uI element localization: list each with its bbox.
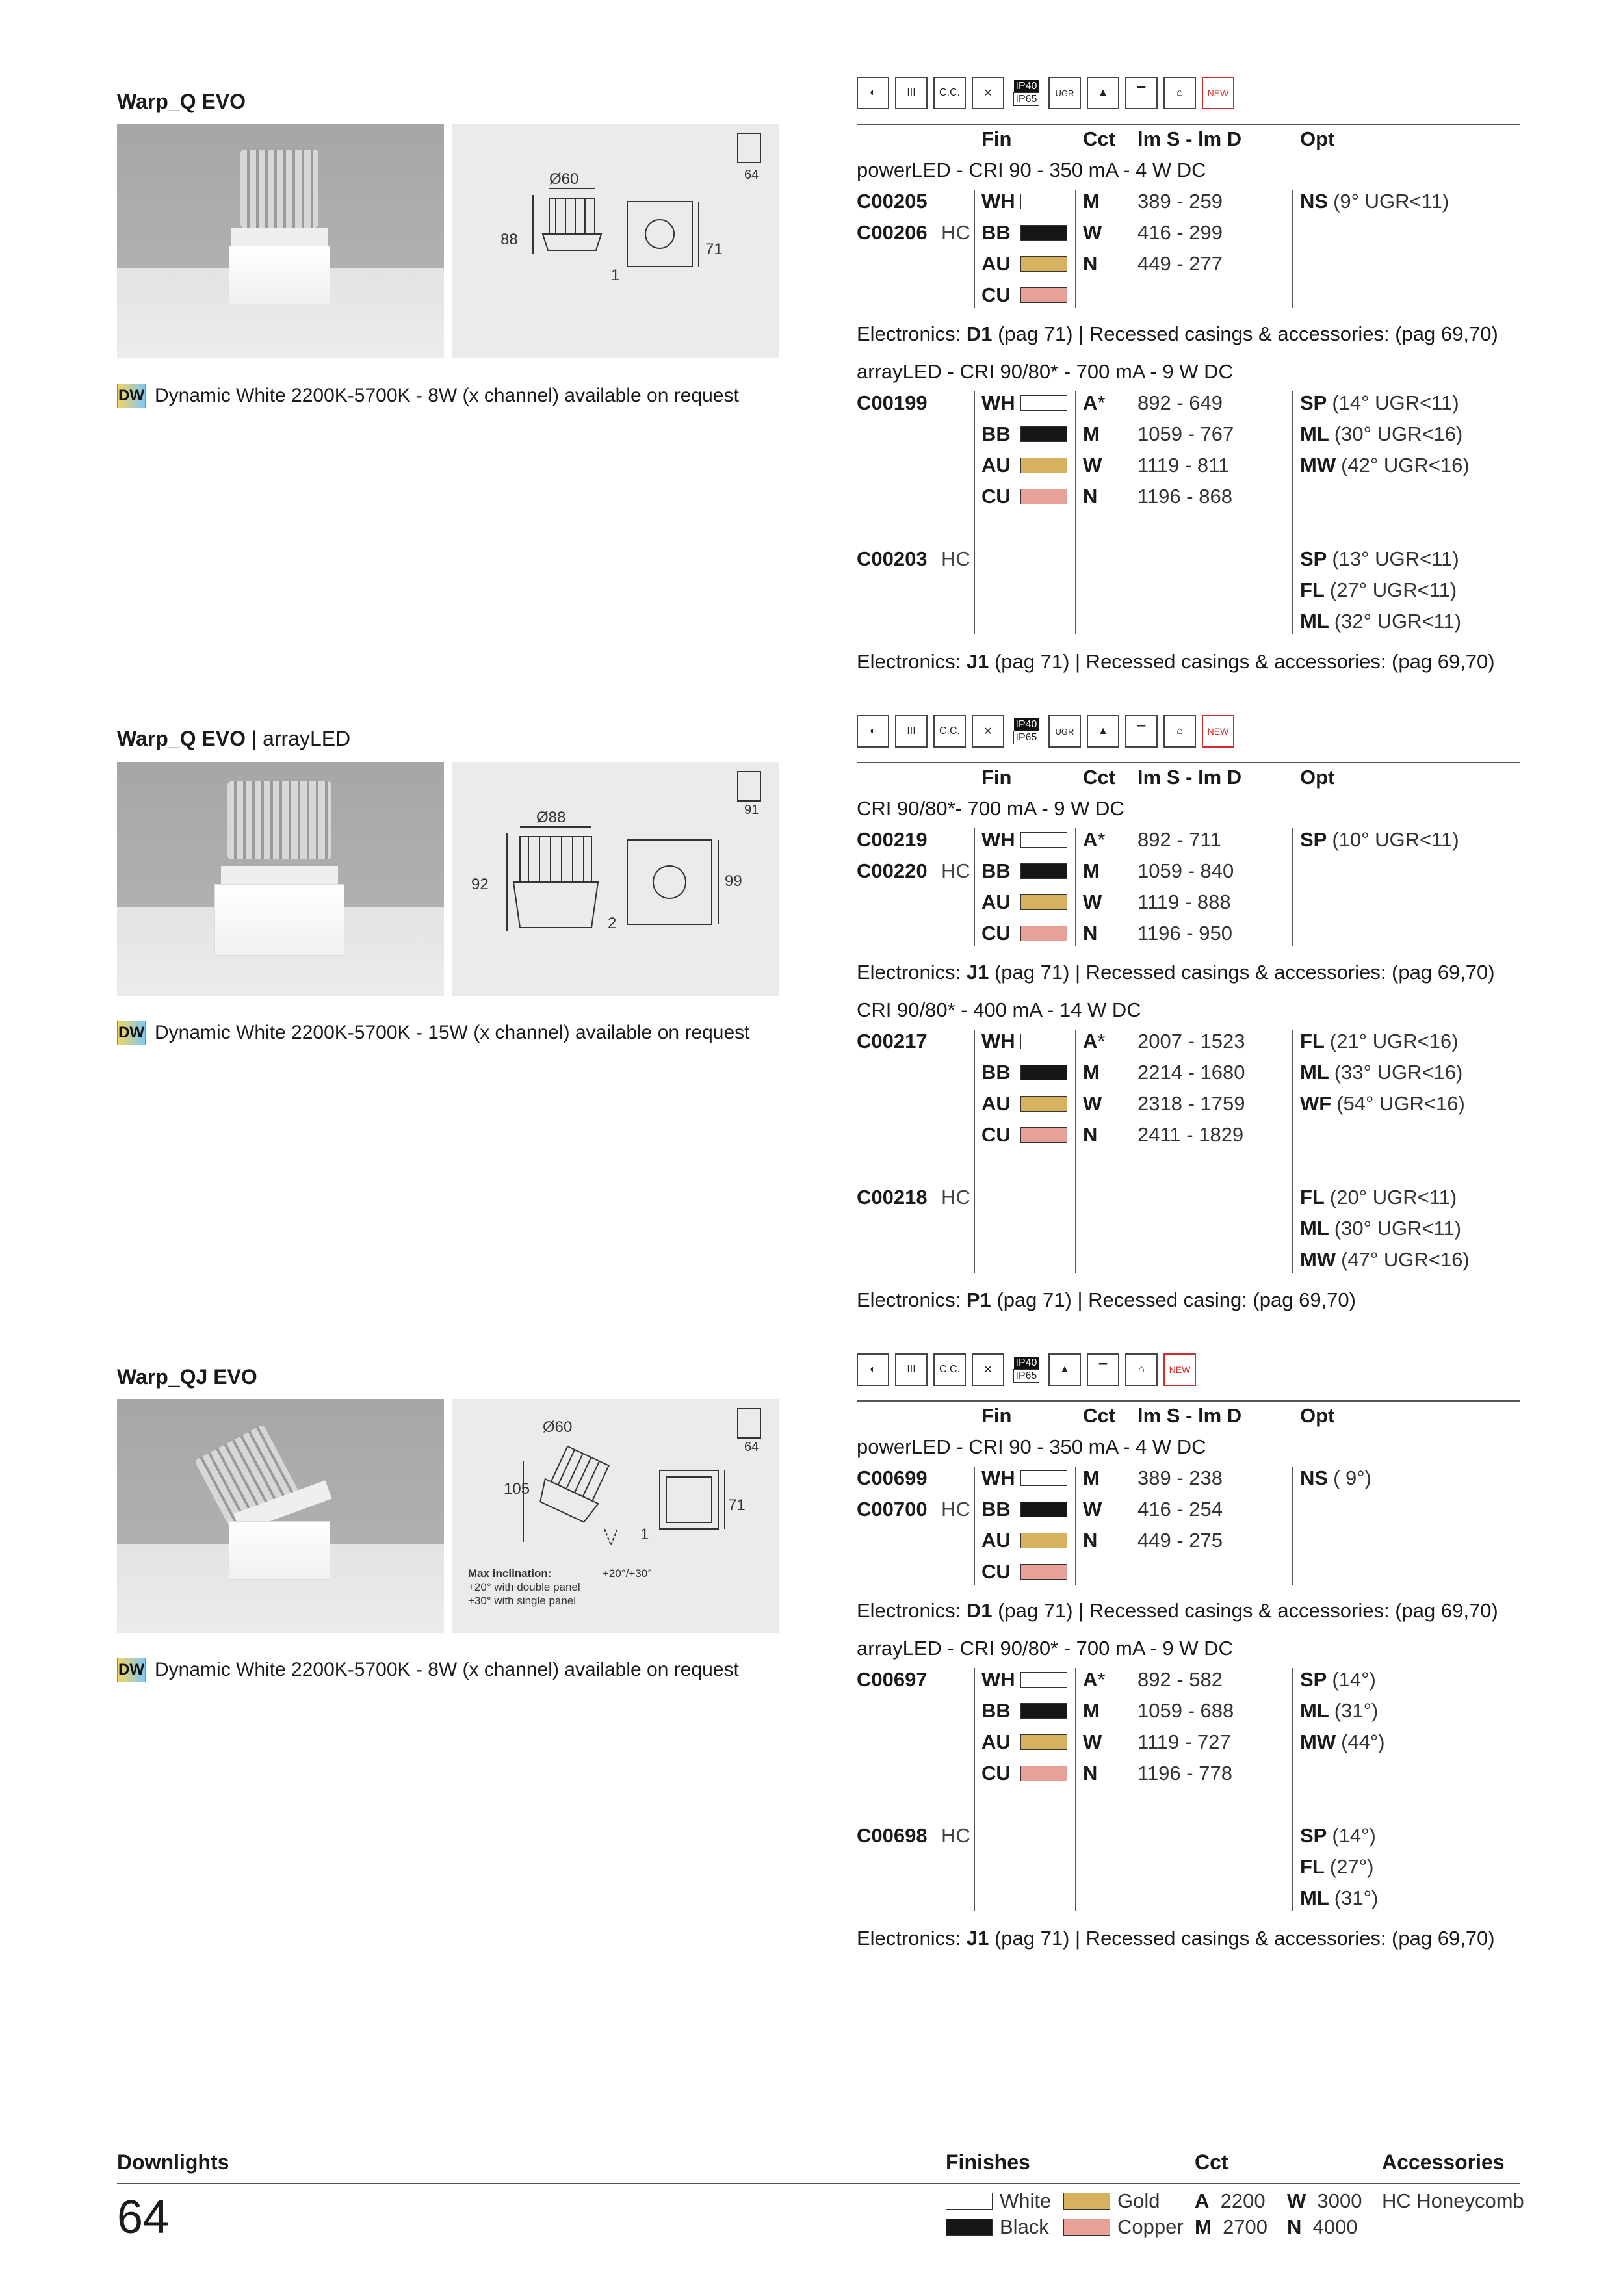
- lumen-value: 389 - 238: [1137, 1467, 1223, 1489]
- finish-code: AU: [981, 1730, 1011, 1753]
- product-code: C00206: [857, 221, 928, 244]
- section3-spec-table: [857, 1404, 1520, 1963]
- finish-swatch-white: [1020, 194, 1067, 209]
- col-opt-header: Opt: [1300, 1404, 1335, 1427]
- hc-label: HC: [941, 221, 970, 244]
- col-lm-header: lm S - lm D: [1137, 766, 1242, 789]
- ugr-icon: UGR: [1048, 715, 1081, 748]
- section1-dw-note: DW Dynamic White 2200K-5700K - 8W (x channel) available on request: [117, 384, 739, 408]
- electronics-note: Electronics: D1 (pag 71) | Recessed casings & accessories: (pag 69,70): [857, 322, 1498, 345]
- option: MW (42° UGR<16): [1300, 454, 1470, 476]
- lumen-value: 1196 - 950: [1137, 922, 1232, 945]
- electronics-note: Electronics: J1 (pag 71) | Recessed casings & accessories: (pag 69,70): [857, 961, 1495, 984]
- dim-tag: 2: [608, 915, 617, 932]
- finish-swatch-gold: [1020, 458, 1067, 473]
- finish-code: AU: [981, 891, 1011, 913]
- cct-code: N: [1083, 252, 1098, 275]
- cct-code: M: [1083, 423, 1100, 445]
- new-badge: NEW: [1163, 1353, 1196, 1386]
- section1-product-photo: [117, 124, 444, 358]
- option: ML (30° UGR<11): [1300, 1217, 1462, 1240]
- lumen-value: 2411 - 1829: [1137, 1123, 1244, 1146]
- option: NS (9° UGR<11): [1300, 190, 1449, 213]
- legend-swatch-white: [946, 2193, 993, 2210]
- hc-label: HC: [941, 547, 970, 570]
- cct-code: N: [1083, 1529, 1098, 1552]
- option: ML (33° UGR<16): [1300, 1061, 1463, 1084]
- lumen-value: 416 - 299: [1137, 221, 1223, 244]
- section2-technical-drawing: [452, 762, 779, 996]
- hc-label: HC: [941, 1186, 970, 1208]
- col-fin-header: Fin: [981, 766, 1012, 789]
- recessed-icon: ▔: [1125, 77, 1158, 109]
- product-code: C00220: [857, 859, 928, 882]
- section2-feature-icons: [857, 715, 1234, 748]
- lumen-value: 1196 - 868: [1137, 485, 1232, 508]
- legend-finish-white: White: [1000, 2189, 1052, 2212]
- finish-code: BB: [981, 859, 1011, 882]
- group-line: powerLED - CRI 90 - 350 mA - 4 W DC: [857, 1435, 1206, 1458]
- ugr-icon: UGR: [1048, 77, 1081, 109]
- finish-code: CU: [981, 1560, 1011, 1583]
- electronics-note: Electronics: J1 (pag 71) | Recessed casings & accessories: (pag 69,70): [857, 1927, 1495, 1950]
- finish-swatch-copper: [1020, 1564, 1067, 1580]
- option: FL (27°): [1300, 1855, 1374, 1878]
- lumen-value: 1119 - 727: [1137, 1730, 1231, 1753]
- finish-swatch-black: [1020, 1703, 1067, 1719]
- class-iii-icon: III: [895, 1353, 928, 1386]
- section1-spec-table: [857, 127, 1520, 673]
- col-opt-header: Opt: [1300, 127, 1335, 150]
- dim-diameter: Ø88: [536, 809, 566, 826]
- option: FL (20° UGR<11): [1300, 1186, 1457, 1208]
- cct-code: M: [1083, 190, 1100, 213]
- ip-rating-icon: IP40 IP65: [1010, 715, 1043, 748]
- beam-icon: ▲: [1087, 77, 1119, 109]
- ip-rating-icon: IP40 IP65: [1010, 77, 1043, 109]
- cct-code: W: [1083, 454, 1102, 476]
- class-iii-icon: III: [895, 77, 928, 109]
- option: NS ( 9°): [1300, 1467, 1371, 1489]
- finish-code: CU: [981, 1123, 1011, 1146]
- group-line: arrayLED - CRI 90/80* - 700 mA - 9 W DC: [857, 1637, 1233, 1660]
- finish-code: AU: [981, 1092, 1011, 1115]
- lumen-value: 892 - 582: [1137, 1668, 1223, 1691]
- finish-swatch-gold: [1020, 1533, 1067, 1548]
- product-code: C00700: [857, 1498, 928, 1520]
- lumen-value: 1196 - 778: [1137, 1762, 1232, 1784]
- lumen-value: 1119 - 888: [1137, 891, 1231, 913]
- cct-code: W: [1083, 1498, 1102, 1520]
- beam-icon: ▲: [1048, 1353, 1081, 1386]
- group-line: arrayLED - CRI 90/80* - 700 mA - 9 W DC: [857, 360, 1233, 383]
- lumen-value: 416 - 254: [1137, 1498, 1223, 1520]
- option: ML (32° UGR<11): [1300, 610, 1462, 633]
- lumen-value: 892 - 649: [1137, 391, 1223, 414]
- dim-side: 71: [728, 1496, 746, 1514]
- section2-spec-table: [857, 766, 1520, 1325]
- col-fin-header: Fin: [981, 127, 1012, 150]
- product-code: C00217: [857, 1030, 928, 1052]
- new-badge: NEW: [1202, 715, 1234, 748]
- lumen-value: 1119 - 811: [1137, 454, 1230, 476]
- section2-rule: [857, 762, 1520, 763]
- finish-swatch-black: [1020, 1065, 1067, 1080]
- section3-technical-drawing: [452, 1399, 779, 1633]
- finish-swatch-white: [1020, 1034, 1067, 1049]
- section1-rule: [857, 124, 1520, 125]
- dim-side: 71: [705, 241, 723, 258]
- cct-code: A*: [1083, 1030, 1106, 1052]
- dimmable-icon: ◐: [857, 77, 889, 109]
- electronics-note: Electronics: D1 (pag 71) | Recessed casings & accessories: (pag 69,70): [857, 1599, 1498, 1622]
- legend-swatch-black: [946, 2219, 993, 2236]
- lumen-value: 2318 - 1759: [1137, 1092, 1245, 1115]
- legend-accessory: HC Honeycomb: [1382, 2189, 1524, 2212]
- new-badge: NEW: [1202, 77, 1234, 109]
- cct-code: M: [1083, 859, 1100, 882]
- lumen-value: 449 - 277: [1137, 252, 1223, 275]
- section2-product-photo: [117, 762, 444, 996]
- finish-code: AU: [981, 454, 1011, 476]
- section3-dw-note: DW Dynamic White 2200K-5700K - 8W (x channel) available on request: [117, 1658, 739, 1682]
- legend-finish-gold: Gold: [1117, 2189, 1160, 2212]
- cc-icon: C.C.: [933, 1353, 966, 1386]
- group-line: powerLED - CRI 90 - 350 mA - 4 W DC: [857, 159, 1206, 181]
- option: WF (54° UGR<16): [1300, 1092, 1465, 1115]
- lumen-value: 2214 - 1680: [1137, 1061, 1245, 1084]
- cct-code: W: [1083, 1730, 1102, 1753]
- finish-swatch-white: [1020, 395, 1067, 411]
- legend-swatch-copper: [1063, 2219, 1110, 2236]
- electronics-note: Electronics: J1 (pag 71) | Recessed casings & accessories: (pag 69,70): [857, 650, 1495, 673]
- cct-code: M: [1083, 1061, 1100, 1084]
- section3-product-photo: [117, 1399, 444, 1633]
- cct-code: M: [1083, 1699, 1100, 1722]
- cct-code: W: [1083, 1092, 1102, 1115]
- section3-title: Warp_QJ EVO: [117, 1365, 257, 1389]
- finish-swatch-copper: [1020, 489, 1067, 504]
- lumen-value: 389 - 259: [1137, 190, 1223, 213]
- cct-code: W: [1083, 221, 1102, 244]
- finish-swatch-white: [1020, 832, 1067, 848]
- ceiling-icon: ⌂: [1163, 715, 1196, 748]
- option: SP (14° UGR<11): [1300, 391, 1459, 414]
- finish-code: BB: [981, 221, 1011, 244]
- legend-swatch-gold: [1063, 2193, 1110, 2210]
- legend-accessories-header: Accessories: [1382, 2150, 1505, 2174]
- product-code: C00698: [857, 1824, 928, 1847]
- no-cover-icon: ✕: [972, 715, 1004, 748]
- page-number: 64: [117, 2191, 170, 2243]
- option: ML (31°): [1300, 1886, 1379, 1909]
- group-line: CRI 90/80*- 700 mA - 9 W DC: [857, 797, 1124, 820]
- beam-icon: ▲: [1087, 715, 1119, 748]
- finish-code: CU: [981, 485, 1011, 508]
- section1-feature-icons: [857, 77, 1234, 109]
- finish-swatch-black: [1020, 863, 1067, 879]
- section2-title: Warp_Q EVO | arrayLED: [117, 727, 351, 750]
- finish-code: CU: [981, 1762, 1011, 1784]
- finish-swatch-black: [1020, 225, 1067, 241]
- finish-code: WH: [981, 391, 1015, 414]
- cct-code: N: [1083, 1762, 1098, 1784]
- dim-diameter: Ø60: [549, 170, 579, 188]
- finish-code: AU: [981, 1529, 1011, 1552]
- product-code: C00699: [857, 1467, 928, 1489]
- footer-section-title: Downlights: [117, 2150, 229, 2174]
- finish-code: BB: [981, 1061, 1011, 1084]
- col-lm-header: lm S - lm D: [1137, 1404, 1242, 1427]
- dim-height: 88: [500, 231, 518, 248]
- recessed-icon: ▔: [1125, 715, 1158, 748]
- legend-finish-black: Black: [1000, 2215, 1049, 2238]
- dim-depth: 64: [744, 168, 759, 182]
- lumen-value: 1059 - 840: [1137, 859, 1234, 882]
- option: SP (14°): [1300, 1824, 1376, 1847]
- finish-swatch-copper: [1020, 287, 1067, 303]
- legend-finishes-header: Finishes: [946, 2150, 1030, 2174]
- finish-code: CU: [981, 922, 1011, 945]
- ceiling-icon: ⌂: [1163, 77, 1196, 109]
- inclination-note: Max inclination: +20° with double panel +30° with single panel: [468, 1567, 580, 1607]
- option: ML (31°): [1300, 1699, 1379, 1722]
- electronics-note: Electronics: P1 (pag 71) | Recessed casing: (pag 69,70): [857, 1288, 1356, 1311]
- group-line: CRI 90/80* - 400 mA - 14 W DC: [857, 998, 1141, 1021]
- hc-label: HC: [941, 1824, 970, 1847]
- finish-code: BB: [981, 1498, 1011, 1520]
- section1-technical-drawing: [452, 124, 779, 358]
- dynamic-white-icon: DW: [117, 1021, 146, 1045]
- finish-code: BB: [981, 1699, 1011, 1722]
- option: MW (47° UGR<16): [1300, 1248, 1470, 1271]
- product-code: C00199: [857, 391, 928, 414]
- product-code: C00203: [857, 547, 928, 570]
- recessed-icon: ▔: [1087, 1353, 1119, 1386]
- ceiling-icon: ⌂: [1125, 1353, 1158, 1386]
- product-code: C00219: [857, 828, 928, 851]
- dynamic-white-icon: DW: [117, 384, 146, 408]
- lumen-value: 1059 - 688: [1137, 1699, 1234, 1722]
- dim-tag: 1: [640, 1526, 649, 1543]
- no-cover-icon: ✕: [972, 1353, 1004, 1386]
- cct-code: A*: [1083, 828, 1106, 851]
- finish-code: WH: [981, 1467, 1015, 1489]
- option: FL (27° UGR<11): [1300, 579, 1457, 601]
- cc-icon: C.C.: [933, 715, 966, 748]
- col-opt-header: Opt: [1300, 766, 1335, 789]
- finish-code: WH: [981, 1668, 1015, 1691]
- ip-rating-icon: IP40 IP65: [1010, 1353, 1043, 1386]
- footer-rule: [117, 2183, 1520, 2184]
- finish-swatch-black: [1020, 1502, 1067, 1517]
- finish-code: WH: [981, 828, 1015, 851]
- section2-dw-note: DW Dynamic White 2200K-5700K - 15W (x channel) available on request: [117, 1021, 749, 1045]
- no-cover-icon: ✕: [972, 77, 1004, 109]
- lumen-value: 2007 - 1523: [1137, 1030, 1245, 1052]
- dim-side: 99: [725, 872, 742, 890]
- cct-code: W: [1083, 891, 1102, 913]
- finish-code: AU: [981, 252, 1011, 275]
- product-code: C00697: [857, 1668, 928, 1691]
- finish-swatch-gold: [1020, 894, 1067, 910]
- dim-tag: 1: [611, 267, 620, 284]
- dynamic-white-icon: DW: [117, 1658, 146, 1682]
- finish-swatch-white: [1020, 1672, 1067, 1688]
- finish-code: BB: [981, 423, 1011, 445]
- dim-depth: 64: [744, 1440, 759, 1454]
- cc-icon: C.C.: [933, 77, 966, 109]
- cct-code: A*: [1083, 1668, 1106, 1691]
- lumen-value: 449 - 275: [1137, 1529, 1223, 1552]
- finish-swatch-white: [1020, 1470, 1067, 1486]
- cct-code: A*: [1083, 391, 1106, 414]
- cct-code: N: [1083, 1123, 1098, 1146]
- lumen-value: 1059 - 767: [1137, 423, 1234, 445]
- col-cct-header: Cct: [1083, 766, 1115, 789]
- option: SP (14°): [1300, 1668, 1376, 1691]
- col-fin-header: Fin: [981, 1404, 1012, 1427]
- dim-depth: 91: [744, 803, 759, 817]
- dimmable-icon: ◐: [857, 715, 889, 748]
- legend-cct-a: A 2200: [1195, 2189, 1266, 2212]
- finish-swatch-copper: [1020, 1127, 1067, 1143]
- finish-swatch-gold: [1020, 1096, 1067, 1112]
- finish-code: CU: [981, 283, 1011, 306]
- legend-cct-header: Cct: [1195, 2150, 1228, 2174]
- legend-finish-copper: Copper: [1117, 2215, 1184, 2238]
- finish-swatch-copper: [1020, 1766, 1067, 1781]
- option: FL (21° UGR<16): [1300, 1030, 1459, 1052]
- finish-swatch-copper: [1020, 926, 1067, 941]
- product-code: C00218: [857, 1186, 928, 1208]
- finish-swatch-gold: [1020, 256, 1067, 272]
- product-code: C00205: [857, 190, 928, 213]
- option: ML (30° UGR<16): [1300, 423, 1463, 445]
- finish-swatch-black: [1020, 426, 1067, 442]
- option: SP (13° UGR<11): [1300, 547, 1459, 570]
- inclination-angle: +20°/+30°: [603, 1567, 652, 1580]
- lumen-value: 892 - 711: [1137, 828, 1221, 851]
- option: SP (10° UGR<11): [1300, 828, 1459, 851]
- dimmable-icon: ◐: [857, 1353, 889, 1386]
- col-cct-header: Cct: [1083, 1404, 1115, 1427]
- dim-height: 92: [471, 876, 489, 893]
- section3-feature-icons: [857, 1353, 1196, 1386]
- col-lm-header: lm S - lm D: [1137, 127, 1242, 150]
- finish-code: WH: [981, 1030, 1015, 1052]
- dim-height: 105: [504, 1480, 530, 1498]
- legend-cct-w: W 3000: [1287, 2189, 1362, 2212]
- section3-rule: [857, 1400, 1520, 1402]
- col-cct-header: Cct: [1083, 127, 1115, 150]
- legend-cct-n: N 4000: [1287, 2215, 1358, 2238]
- option: MW (44°): [1300, 1730, 1385, 1753]
- legend-cct-m: M 2700: [1195, 2215, 1268, 2238]
- cct-code: N: [1083, 485, 1098, 508]
- class-iii-icon: III: [895, 715, 928, 748]
- hc-label: HC: [941, 859, 970, 882]
- cct-code: N: [1083, 922, 1098, 945]
- dim-diameter: Ø60: [543, 1418, 573, 1436]
- finish-code: WH: [981, 190, 1015, 213]
- cct-code: M: [1083, 1467, 1100, 1489]
- hc-label: HC: [941, 1498, 970, 1520]
- section1-title: Warp_Q EVO: [117, 90, 246, 113]
- finish-swatch-gold: [1020, 1734, 1067, 1750]
